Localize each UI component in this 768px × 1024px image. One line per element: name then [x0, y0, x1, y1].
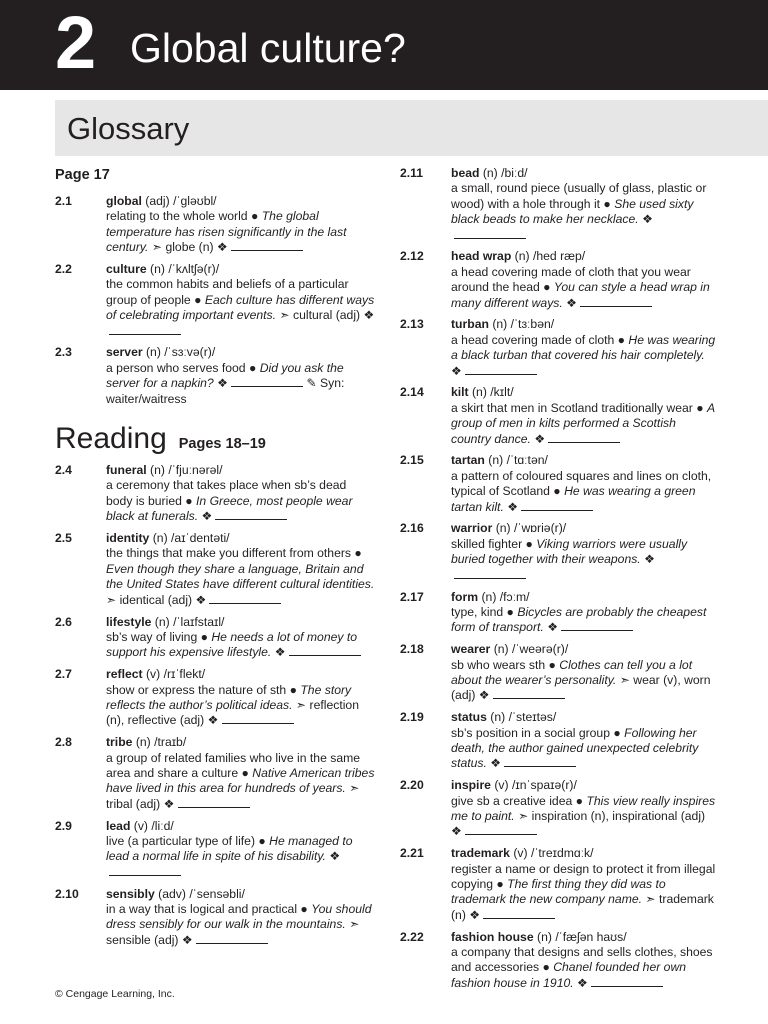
entry-example: She used sixty black beads to make her necklace.: [451, 196, 694, 227]
entry-definition: type, kind ●: [451, 604, 514, 619]
entry-number: 2.4: [55, 463, 72, 478]
entry-body: [451, 642, 718, 704]
glossary-entry: [55, 887, 375, 949]
entry-pos: (adj): [145, 194, 170, 208]
entry-word: sensibly: [106, 886, 155, 901]
entry-derivatives: ➣ sensible (adj) ❖: [106, 917, 360, 947]
answer-blank: [289, 646, 361, 656]
answer-blank: [591, 977, 663, 987]
glossary-title: Glossary: [67, 111, 190, 146]
entry-definition: a group of related families who live in the same area and share a culture ●: [106, 750, 361, 780]
entry-example: He managed to lead a normal life in spite of his disability.: [106, 833, 353, 864]
unit-title: Global culture?: [130, 25, 406, 71]
entry-derivatives: ➣ wear (v), worn (adj) ❖: [451, 672, 711, 703]
entry-definition: give sb a creative idea ●: [451, 793, 584, 808]
entry-word: lead: [106, 818, 131, 833]
entry-word: status: [451, 710, 487, 725]
entry-definition: a head covering made of cloth that you wear around the head ●: [451, 264, 691, 295]
entry-example: In Greece, most people wear black at funerals.: [106, 493, 353, 524]
answer-blank: [465, 825, 537, 835]
entry-pos: (v): [494, 778, 509, 793]
entry-word: head wrap: [451, 249, 512, 264]
answer-blank: [231, 241, 303, 251]
entry-number: 2.11: [400, 166, 424, 180]
entry-ipa: /ˈsteɪtəs/: [508, 710, 557, 725]
entry-body: [106, 463, 375, 525]
entry-number: 2.16: [400, 521, 424, 536]
glossary-entry: [55, 735, 375, 812]
glossary-entry: [55, 345, 375, 407]
entry-number: 2.1: [55, 194, 72, 208]
entry-derivatives: ❖: [329, 849, 341, 864]
entry-pos: (n): [472, 385, 487, 400]
section-title: Reading: [55, 422, 167, 456]
entry-definition: live (a particular type of life) ●: [106, 833, 266, 848]
entry-derivatives: ➣ trademark (n) ❖: [451, 892, 714, 922]
entry-ipa: /ˈtɜːbən/: [510, 317, 555, 332]
entry-definition: the things that make you different from others ●: [106, 546, 362, 561]
entry-derivatives: ❖: [566, 295, 578, 310]
entry-example: Viking warriors were usually buried together with their weapons.: [451, 536, 688, 567]
entry-pos: (n): [135, 735, 151, 750]
entry-body: [106, 194, 375, 256]
entry-ipa: /traɪb/: [154, 735, 187, 750]
right-column: [400, 166, 718, 998]
entry-definition: relating to the whole world ●: [106, 209, 259, 224]
glossary-entry: [55, 262, 375, 339]
entry-pos: (n): [492, 317, 508, 332]
entry-pos: (n): [481, 589, 497, 604]
answer-blank: [483, 909, 555, 919]
entry-word: form: [451, 589, 479, 604]
answer-blank: [521, 501, 593, 511]
answer-blank: [215, 510, 287, 520]
entry-ipa: /ˈfæʃən haʊs/: [555, 929, 627, 944]
entry-definition: a ceremony that takes place when sb’s dead body is buried ●: [106, 478, 347, 508]
entry-body: [451, 930, 718, 992]
entry-derivatives: ❖: [201, 509, 213, 524]
entry-ipa: /ˈsensəbli/: [189, 886, 245, 901]
answer-blank: [504, 757, 576, 767]
entry-derivatives: ❖: [274, 645, 286, 660]
entry-ipa: /liːd/: [151, 818, 174, 833]
entry-derivatives: ❖: [507, 499, 519, 514]
entry-ipa: /ɪnˈspaɪə(r)/: [511, 778, 577, 793]
glossary-entry: [400, 590, 718, 636]
entry-word: identity: [106, 531, 150, 546]
entry-pos: (n): [150, 463, 165, 478]
entry-derivatives: ❖: [217, 376, 229, 391]
entry-derivatives: ❖: [490, 756, 502, 771]
entry-pos: (n): [537, 929, 552, 944]
answer-blank: [580, 297, 652, 307]
entry-definition: a person who serves food ●: [106, 360, 257, 375]
entry-ipa: /fɔːm/: [499, 589, 530, 604]
entry-group-reading: [55, 463, 375, 948]
entry-pos: (n): [150, 262, 165, 277]
answer-blank: [454, 569, 526, 579]
entry-number: 2.9: [55, 818, 72, 833]
glossary-entry: [55, 531, 375, 608]
entry-example: You can style a head wrap in many different ways.: [451, 280, 710, 310]
glossary-entry: [400, 930, 718, 992]
entry-number: 2.15: [400, 453, 424, 468]
entry-number: 2.18: [400, 642, 424, 657]
entry-derivatives: ❖: [534, 431, 546, 446]
entry-pos: (v): [513, 846, 528, 861]
entry-pos: (n): [146, 345, 161, 360]
entry-example: Bicycles are probably the cheapest form of transport.: [451, 604, 707, 635]
entry-derivatives: ❖: [451, 363, 462, 378]
entry-definition: a head covering made of cloth ●: [451, 332, 626, 347]
entry-number: 2.21: [400, 846, 424, 861]
entry-word: reflect: [106, 667, 143, 682]
entry-pos: (adv): [158, 886, 186, 901]
entry-definition: in a way that is logical and practical ●: [106, 901, 308, 916]
entry-pos: (n): [495, 521, 511, 536]
entry-pos: (n): [493, 642, 509, 657]
entry-ipa: /ˈwɒriə(r)/: [514, 521, 567, 536]
entry-ipa: /ˈɡləʊbl/: [173, 194, 217, 208]
entry-number: 2.17: [400, 589, 424, 604]
entry-example: Each culture has different ways of celebrating important events.: [106, 292, 375, 323]
answer-blank: [231, 377, 303, 387]
entry-number: 2.2: [55, 262, 72, 277]
entry-derivatives: ➣ identical (adj) ❖: [106, 592, 207, 607]
glossary-entry: [400, 521, 718, 583]
answer-blank: [454, 229, 526, 239]
glossary-entry: [400, 778, 718, 840]
entry-example: He needs a lot of money to support his expensive lifestyle.: [106, 629, 358, 660]
entry-pos: (n): [152, 531, 168, 546]
entry-word: global: [106, 194, 142, 208]
entry-word: trademark: [451, 846, 510, 861]
entry-group-right: [400, 166, 718, 991]
entry-ipa: /ˈtreɪdmɑːk/: [530, 846, 594, 861]
entry-body: [106, 819, 375, 881]
entry-example: This view really inspires me to paint.: [451, 793, 716, 823]
glossary-entry: [55, 463, 375, 525]
entry-body: [451, 778, 718, 840]
entry-ipa: /ˈkʌltʃə(r)/: [168, 262, 220, 277]
answer-blank: [222, 714, 294, 724]
entry-derivatives: ➣ reflection (n), reflective (adj) ❖: [106, 697, 359, 728]
entry-word: inspire: [451, 778, 491, 793]
glossary-entry: [400, 642, 718, 704]
entry-number: 2.22: [400, 929, 424, 944]
entry-number: 2.12: [400, 249, 424, 264]
glossary-entry: [55, 667, 375, 729]
entry-word: funeral: [106, 463, 147, 478]
entry-example: The story reflects the author’s political ideas.: [106, 682, 352, 712]
entry-example: Following her death, the author gained unexpected celebrity status.: [451, 725, 699, 771]
entry-example: He was wearing a green tartan kilt.: [451, 484, 696, 514]
unit-number: 2: [55, 1, 97, 84]
entry-derivatives: ❖: [577, 975, 588, 990]
entry-number: 2.13: [400, 317, 424, 332]
left-column: [55, 166, 375, 955]
entry-ipa: /ˈsɜːvə(r)/: [164, 345, 216, 360]
entry-derivatives: ➣ globe (n) ❖: [151, 240, 228, 255]
entry-definition: show or express the nature of sth ●: [106, 682, 297, 697]
glossary-entry: [55, 819, 375, 881]
glossary-entry: [55, 615, 375, 661]
entry-number: 2.8: [55, 735, 72, 750]
entry-ipa: /kɪlt/: [490, 385, 514, 400]
entry-word: tribe: [106, 735, 133, 750]
entry-body: [451, 385, 718, 447]
entry-example: You should dress sensibly for our walk in the mountains.: [106, 901, 372, 932]
entry-number: 2.14: [400, 385, 424, 400]
entry-word: culture: [106, 262, 147, 277]
entry-body: [106, 262, 375, 339]
entry-number: 2.10: [55, 886, 79, 901]
entry-group-page-17: [55, 194, 375, 407]
entry-body: [451, 521, 718, 583]
entry-definition: sb’s position in a social group ●: [451, 725, 621, 740]
entry-word: kilt: [451, 385, 469, 400]
entry-word: turban: [451, 317, 489, 332]
entry-example: Clothes can tell you a lot about the wearer’s personality.: [451, 657, 693, 687]
answer-blank: [109, 866, 181, 876]
glossary-entry: [400, 710, 718, 772]
entry-example: Even though they share a language, Britain and the United States have different cultural identities.: [106, 561, 375, 592]
entry-ipa: /hed ræp/: [532, 249, 586, 264]
entry-pos: (n): [490, 710, 506, 725]
entry-example: The global temperature has risen significantly in the last century.: [106, 209, 347, 255]
entry-example: Chanel founded her own fashion house in 1910.: [451, 960, 687, 990]
entry-definition: the common habits and beliefs of a particular group of people ●: [106, 277, 349, 307]
entry-definition: a small, round piece (usually of glass, plastic or wood) with a hole through it ●: [451, 181, 707, 211]
answer-blank: [178, 798, 250, 808]
entry-body: [106, 615, 375, 661]
entry-definition: a skirt that men in Scotland traditionally wear ●: [451, 400, 704, 415]
entry-word: server: [106, 345, 143, 360]
entry-body: [106, 345, 375, 407]
entry-number: 2.6: [55, 614, 72, 629]
entry-pos: (n): [488, 453, 504, 468]
entry-body: [106, 735, 375, 812]
answer-blank: [196, 934, 268, 944]
glossary-entry: [400, 453, 718, 515]
entry-body: [451, 846, 718, 923]
glossary-entry: [400, 166, 718, 243]
entry-pos: (n): [514, 249, 530, 264]
entry-example: Did you ask the server for a napkin?: [106, 360, 344, 391]
entry-derivatives: ❖: [644, 552, 656, 567]
entry-word: tartan: [451, 453, 485, 468]
entry-word: fashion house: [451, 929, 534, 944]
entry-body: [106, 887, 375, 949]
entry-definition: sb’s way of living ●: [106, 629, 208, 644]
entry-ipa: /rɪˈflekt/: [163, 667, 206, 682]
entry-body: [451, 249, 718, 311]
entry-word: warrior: [451, 521, 493, 536]
entry-number: 2.5: [55, 531, 72, 546]
entry-definition: a pattern of coloured squares and lines on cloth, typical of Scotland ●: [451, 468, 712, 499]
entry-pos: (n): [482, 166, 498, 180]
entry-example: Native American tribes have lived in this area for hundreds of years.: [106, 765, 375, 796]
reading-section-heading: [55, 423, 375, 455]
answer-blank: [561, 621, 633, 631]
entry-number: 2.20: [400, 778, 424, 793]
entry-body: [451, 317, 718, 379]
entry-pos: (n): [154, 614, 170, 629]
entry-body: [451, 166, 718, 243]
entry-ipa: /aɪˈdentəti/: [171, 531, 230, 546]
entry-ipa: /ˈweərə(r)/: [512, 642, 569, 657]
entry-ipa: /biːd/: [501, 166, 528, 180]
entry-ipa: /ˈfjuːnərəl/: [168, 463, 223, 478]
answer-blank: [493, 689, 565, 699]
entry-number: 2.19: [400, 710, 424, 725]
entry-body: [451, 710, 718, 772]
entry-pos: (v): [133, 818, 148, 833]
answer-blank: [209, 594, 281, 604]
entry-derivatives: ➣ tribal (adj) ❖: [106, 781, 360, 811]
unit-header: [0, 0, 768, 90]
page-label: Page 17: [55, 167, 110, 183]
entry-synonym: ✎ Syn: waiter/waitress: [106, 376, 345, 406]
glossary-band: [55, 100, 768, 156]
entry-example: The first thing they did was to trademark the new company name.: [451, 876, 666, 907]
glossary-entry: [400, 846, 718, 923]
glossary-entry: [55, 194, 375, 256]
glossary-entry: [400, 249, 718, 311]
entry-number: 2.7: [55, 667, 72, 682]
entry-word: wearer: [451, 642, 491, 657]
entry-number: 2.3: [55, 345, 72, 360]
entry-pos: (v): [145, 667, 161, 682]
entry-body: [106, 667, 375, 729]
entry-example: A group of men in kilts performed a Scottish country dance.: [451, 400, 715, 446]
entry-definition: a company that designs and sells clothes, shoes and accessories ●: [451, 944, 713, 975]
entry-derivatives: ❖: [547, 620, 559, 635]
entry-derivatives: ➣ cultural (adj) ❖: [279, 308, 375, 323]
entry-derivatives: ❖: [642, 212, 653, 227]
entry-example: He was wearing a black turban that covered his hair completely.: [451, 332, 716, 363]
entry-body: [451, 590, 718, 636]
answer-blank: [109, 325, 181, 335]
entry-body: [106, 531, 375, 608]
entry-word: lifestyle: [106, 614, 152, 629]
answer-blank: [548, 433, 620, 443]
entry-definition: register a name or design to protect it from illegal copying ●: [451, 861, 716, 891]
entry-body: [451, 453, 718, 515]
glossary-entry: [400, 385, 718, 447]
entry-derivatives: ➣ inspiration (n), inspirational (adj) ❖: [451, 808, 706, 839]
answer-blank: [465, 365, 537, 375]
entry-definition: sb who wears sth ●: [451, 657, 556, 672]
entry-ipa: /ˈtɑːtən/: [506, 453, 548, 468]
entry-word: bead: [451, 166, 480, 180]
entry-definition: skilled fighter ●: [451, 536, 533, 551]
glossary-entry: [400, 317, 718, 379]
entry-ipa: /ˈlaɪfstaɪl/: [173, 614, 225, 629]
section-pages: Pages 18–19: [178, 436, 266, 453]
copyright-footer: © Cengage Learning, Inc.: [55, 988, 175, 1000]
